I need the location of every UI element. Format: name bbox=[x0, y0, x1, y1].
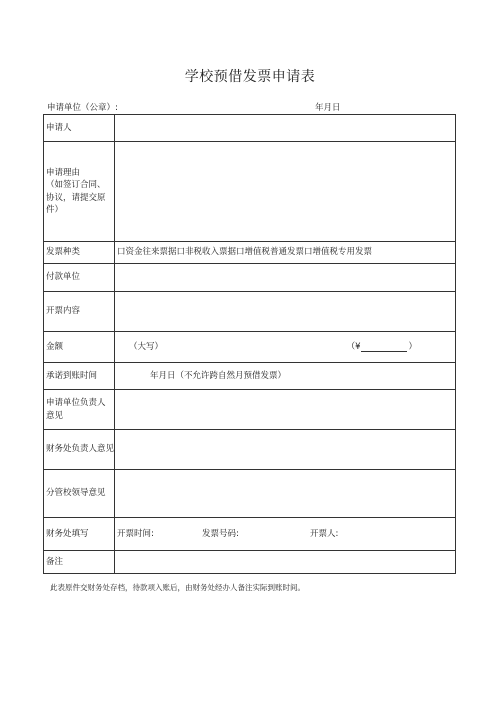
payer-label: 付款单位 bbox=[44, 264, 115, 292]
remarks-field[interactable] bbox=[115, 551, 456, 574]
invoice-type-label: 发票种类 bbox=[44, 242, 115, 264]
applicant-unit-label: 申请单位（公章）: bbox=[47, 103, 118, 113]
footer-note: 此表原件交财务处存档，待款项入账后，由财务处经办人备注实际到账时间。 bbox=[50, 583, 305, 592]
amount-yen-blank[interactable] bbox=[361, 343, 407, 352]
content-label: 开票内容 bbox=[44, 292, 115, 332]
row-school-leader bbox=[44, 470, 456, 518]
finance-head-label: 财务处负责人意见 bbox=[44, 430, 115, 470]
arrival-field[interactable] bbox=[115, 363, 456, 390]
amount-label: 金额 bbox=[44, 332, 115, 363]
row-remarks bbox=[44, 551, 456, 574]
row-applicant bbox=[44, 115, 456, 142]
remarks-label: 备注 bbox=[44, 551, 115, 574]
row-finance-head bbox=[44, 430, 456, 470]
invoice-type-options[interactable]: 口资金往来票据口非税收入票据口增值税普通发票口增值税专用发票 bbox=[115, 242, 456, 264]
row-reason bbox=[44, 142, 456, 242]
content-field[interactable] bbox=[115, 292, 456, 332]
row-amount bbox=[44, 332, 456, 363]
payer-field[interactable] bbox=[115, 264, 456, 292]
row-invoice-type bbox=[44, 242, 456, 264]
amount-yen-open: （¥ bbox=[346, 341, 361, 352]
row-content bbox=[44, 292, 456, 332]
finance-head-field[interactable] bbox=[115, 430, 456, 470]
arrival-label: 承诺到账时间 bbox=[44, 363, 115, 390]
header-date: 年月日 bbox=[315, 103, 341, 113]
amount-yen-close: ） bbox=[408, 341, 417, 352]
reason-field[interactable] bbox=[115, 142, 456, 242]
unit-head-label: 申请单位负责人意见 bbox=[44, 390, 115, 430]
amount-daxie: （大写） bbox=[129, 341, 164, 352]
row-finance-fill bbox=[44, 518, 456, 551]
school-leader-field[interactable] bbox=[115, 470, 456, 518]
applicant-label: 申请人 bbox=[44, 115, 115, 142]
amount-field[interactable] bbox=[115, 332, 456, 363]
applicant-field[interactable] bbox=[115, 115, 456, 142]
finance-fill-label: 财务处填写 bbox=[44, 518, 115, 551]
issuer-label: 开票人: bbox=[310, 528, 339, 539]
reason-hint: （如签订合同、协议，请提交原件） bbox=[46, 180, 106, 215]
invoice-number-label: 发票号码: bbox=[202, 528, 239, 539]
unit-head-field[interactable] bbox=[115, 390, 456, 430]
arrival-value: 年月日（不允许跨自然月预借发票） bbox=[150, 370, 287, 381]
reason-title: 申请理由 bbox=[46, 167, 81, 178]
row-payer bbox=[44, 264, 456, 292]
row-arrival bbox=[44, 363, 456, 390]
reason-label bbox=[44, 142, 115, 242]
finance-fill-field[interactable] bbox=[115, 518, 456, 551]
row-unit-head bbox=[44, 390, 456, 430]
form-title: 学校预借发票申请表 bbox=[184, 69, 316, 85]
application-form-table bbox=[43, 114, 456, 574]
issue-time-label: 开票时间: bbox=[117, 528, 154, 539]
school-leader-label: 分管校领导意见 bbox=[44, 470, 115, 518]
